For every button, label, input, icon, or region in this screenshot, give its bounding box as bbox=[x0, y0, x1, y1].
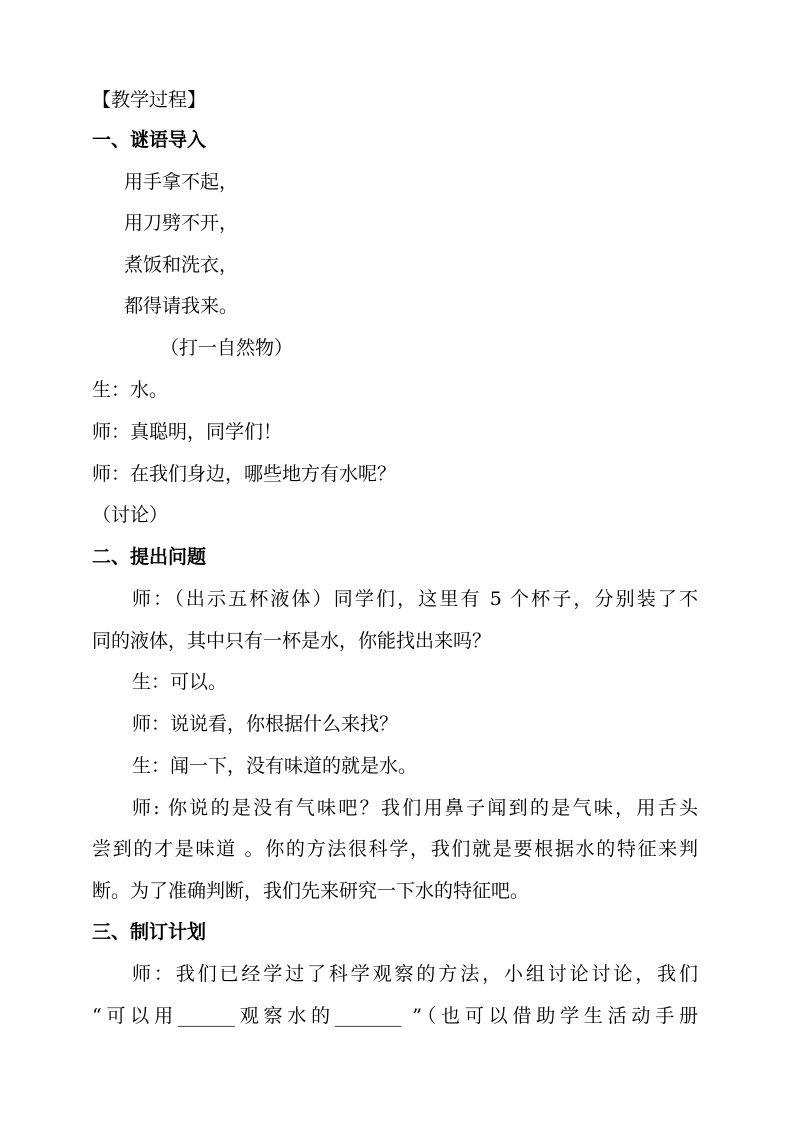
riddle-hint: （打一自然物） bbox=[160, 337, 294, 359]
riddle-line-4: 都得请我来。 bbox=[124, 295, 239, 317]
dialog-line-1: 生：水。 bbox=[92, 379, 169, 401]
riddle-line-3: 煮饭和洗衣， bbox=[124, 254, 239, 276]
teacher-explain-line-1: 师: 你说的是没有气味吧？我们用鼻子闻到的是气味，用舌头 bbox=[132, 797, 698, 819]
question-paragraph-line-1: 师：（出示五杯液体）同学们，这里有 5 个杯子，分别装了不 bbox=[132, 588, 698, 610]
heading-riddle-intro: 一、谜语导入 bbox=[92, 129, 207, 151]
dialog-line-3: 师：在我们身边，哪些地方有水呢？ bbox=[92, 463, 397, 485]
teacher-explain-line-2: 尝到的才是味道 。你的方法很科学，我们就是要根据水的特征来判 bbox=[92, 838, 698, 860]
riddle-line-2: 用刀劈不开， bbox=[124, 212, 239, 234]
plan-paragraph-line-1: 师：我们已经学过了科学观察的方法，小组讨论讨论，我们 bbox=[132, 963, 698, 985]
teacher-explain-line-3: 断。为了准确判断，我们先来研究一下水的特征吧。 bbox=[92, 880, 530, 902]
teacher-ask: 师：说说看，你根据什么来找？ bbox=[132, 713, 399, 735]
riddle-line-1: 用手拿不起， bbox=[124, 171, 239, 193]
heading-make-plan: 三、制订计划 bbox=[92, 921, 207, 943]
dialog-line-4: （讨论） bbox=[92, 504, 169, 526]
student-reply-1: 生：可以。 bbox=[132, 671, 228, 693]
question-paragraph-line-2: 同的液体，其中只有一杯是水，你能找出来吗？ bbox=[92, 630, 492, 652]
section-title: 【教学过程】 bbox=[92, 89, 207, 111]
heading-raise-question: 二、提出问题 bbox=[92, 546, 207, 568]
plan-paragraph-line-2: “可以用______观察水的_______ ”（也可以借助学生活动手册 bbox=[92, 1005, 698, 1027]
dialog-line-2: 师：真聪明，同学们！ bbox=[92, 421, 283, 443]
student-reply-2: 生：闻一下，没有味道的就是水。 bbox=[132, 755, 418, 777]
